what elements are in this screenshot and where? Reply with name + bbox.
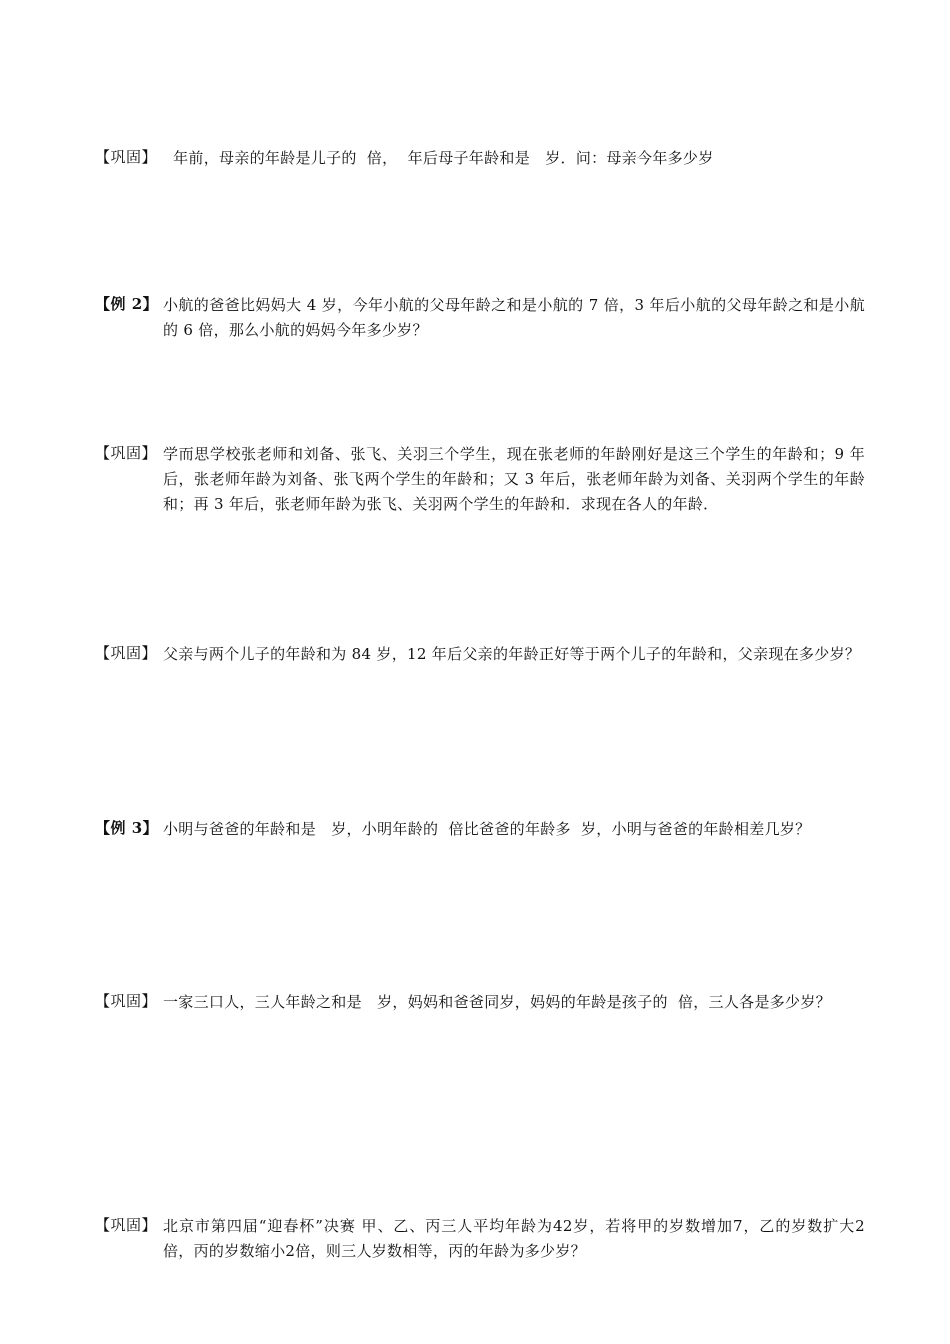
problem-tag: 【巩固】: [95, 1216, 158, 1234]
problem-tag: 【巩固】: [95, 992, 158, 1010]
problem-5: [95, 817, 865, 842]
problem-text: 父亲与两个儿子的年龄和为 84 岁，12 年后父亲的年龄正好等于两个儿子的年龄和，父亲现在多少岁？: [163, 645, 861, 663]
problem-tag: 【巩固】: [95, 644, 158, 662]
problem-3: [95, 442, 865, 517]
problem-text: 一家三口人，三人年龄之和是 岁，妈妈和爸爸同岁，妈妈的年龄是孩子的 倍，三人各是多少岁？: [163, 993, 831, 1011]
problem-tag: 【巩固】: [95, 148, 158, 166]
problem-2: [95, 293, 865, 343]
problem-6: [95, 990, 865, 1015]
problem-7: [95, 1214, 865, 1264]
problem-text: 小航的爸爸比妈妈大 4 岁，今年小航的父母年龄之和是小航的 7 倍，3 年后小航的父母年龄之和是小航的 6 倍，那么小航的妈妈今年多少岁？: [163, 296, 865, 339]
problem-tag: 【巩固】: [95, 444, 158, 462]
problem-4: [95, 642, 865, 667]
problem-text: 小明与爸爸的年龄和是 岁，小明年龄的 倍比爸爸的年龄多 岁，小明与爸爸的年龄相差几岁？: [163, 820, 811, 838]
example-tag: 【例 3】: [95, 819, 159, 837]
example-tag: 【例 2】: [95, 295, 159, 313]
problem-text: 年前，母亲的年龄是儿子的 倍， 年后母子年龄和是 岁．问：母亲今年多少岁: [163, 149, 714, 167]
problem-text: 北京市第四届“迎春杯”决赛 甲、乙、丙三人平均年龄为42岁，若将甲的岁数增加7，乙的岁数扩大2倍，丙的岁数缩小2倍，则三人岁数相等，丙的年龄为多少岁？: [163, 1217, 865, 1260]
problem-text: 学而思学校张老师和刘备、张飞、关羽三个学生，现在张老师的年龄刚好是这三个学生的年龄和；9 年后，张老师年龄为刘备、张飞两个学生的年龄和；又 3 年后，张老师年龄为刘备、关羽两个学生的年龄和；再 3 年后，张老师年龄为张飞、关羽两个学生的年龄和．求现在各人的年龄．: [163, 445, 865, 513]
problem-1: [95, 146, 865, 171]
